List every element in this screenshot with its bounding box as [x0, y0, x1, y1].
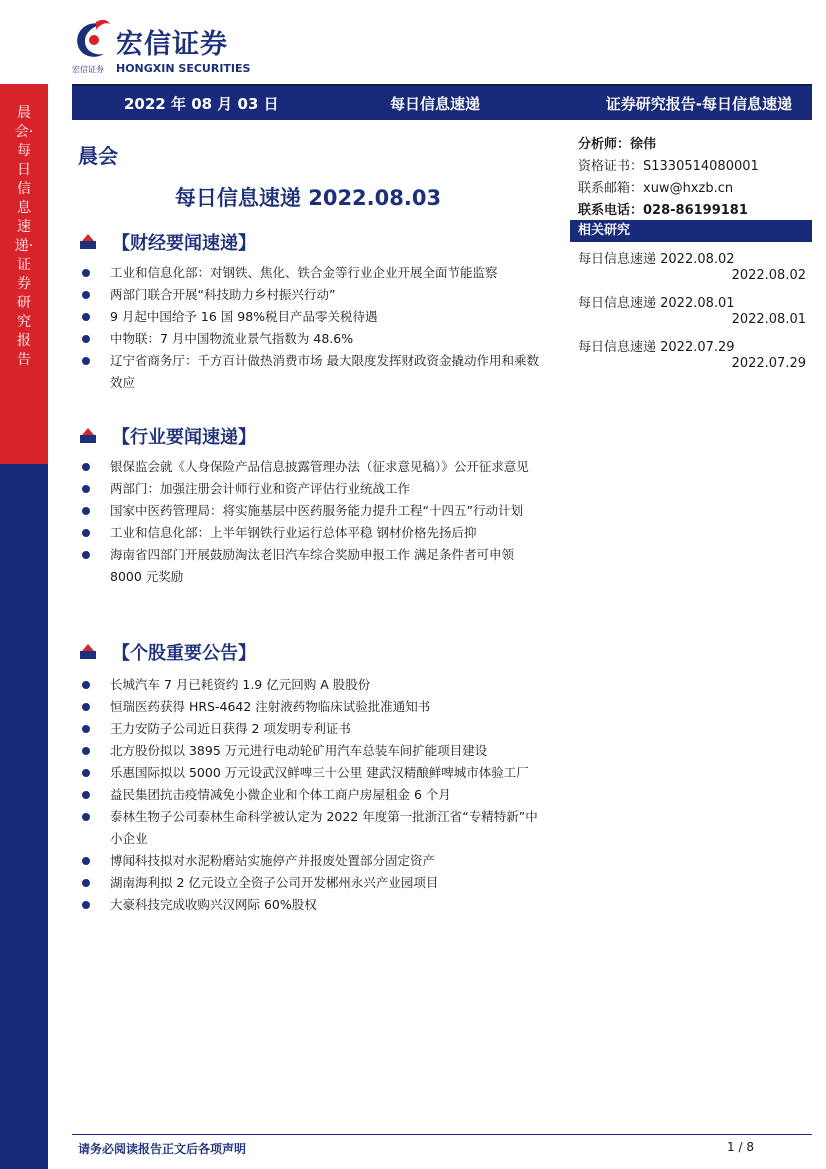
related-research-list	[578, 246, 806, 378]
list-item: 工业和信息化部：上半年钢铁行业运行总体平稳 钢材价格先扬后抑	[78, 522, 540, 544]
bullet-icon	[82, 507, 90, 515]
related-research-heading: 相关研究	[570, 220, 812, 242]
analyst-name: 分析师：徐伟	[578, 137, 657, 152]
bullet-icon	[82, 901, 90, 909]
industry-news-list	[78, 456, 540, 588]
company-heading: 晨会	[78, 144, 118, 168]
report-date: 2022 年 08 月 03 日	[124, 94, 279, 113]
bullet-icon	[82, 551, 90, 559]
report-title: 每日信息速递 2022.08.03	[174, 186, 442, 210]
section-label: 【个股重要公告】	[112, 643, 256, 664]
related-research-item[interactable]	[578, 334, 806, 378]
related-title: 每日信息速递 2022.08.02	[578, 252, 735, 267]
related-date: 2022.08.01	[731, 312, 806, 327]
bullet-icon	[82, 769, 90, 777]
finance-news-list	[78, 262, 540, 394]
logo-mark-icon	[72, 18, 112, 62]
bullet-icon	[82, 791, 90, 799]
section-label: 【财经要闻速递】	[112, 233, 256, 254]
related-research-item[interactable]	[578, 246, 806, 290]
list-item: 益民集团抗击疫情减免小微企业和个体工商户房屋租金 6 个月	[78, 784, 540, 806]
list-item: 泰林生物子公司泰林生命科学被认定为 2022 年度第一批浙江省“专精特新”中小企业	[78, 806, 540, 850]
logo-small-name: 宏信证券	[72, 65, 104, 74]
page-number: 1 / 8	[727, 1140, 754, 1154]
bullet-icon	[82, 529, 90, 537]
list-item: 中物联：7 月中国物流业景气指数为 48.6%	[78, 328, 540, 350]
bullet-icon	[82, 747, 90, 755]
list-item: 博闻科技拟对水泥粉磨站实施停产并报废处置部分固定资产	[78, 850, 540, 872]
analyst-phone: 联系电话：028-86199181	[578, 203, 748, 218]
list-item: 湖南海利拟 2 亿元设立全资子公司开发郴州永兴产业园项目	[78, 872, 540, 894]
related-title: 每日信息速递 2022.08.01	[578, 296, 735, 311]
bullet-icon	[82, 813, 90, 821]
sidebar-vertical-text: 晨会·每日信息速递·证券研究报告	[14, 105, 34, 368]
company-logo	[72, 18, 272, 76]
section-heading-stock	[78, 638, 256, 666]
list-item: 乐惠国际拟以 5000 万元设武汉鲜啤三十公里 建武汉精酿鲜啤城市体验工厂	[78, 762, 540, 784]
bullet-icon	[82, 269, 90, 277]
analyst-certificate: 资格证书：S1330514080001	[578, 159, 759, 174]
related-title: 每日信息速递 2022.07.29	[578, 340, 735, 355]
logo-chinese-name: 宏信证券	[116, 29, 228, 60]
related-research-item[interactable]	[578, 290, 806, 334]
bullet-icon	[82, 463, 90, 471]
bullet-icon	[82, 313, 90, 321]
section-heading-industry	[78, 422, 256, 450]
list-item: 恒瑞医药获得 HRS-4642 注射液药物临床试验批准通知书	[78, 696, 540, 718]
section-label: 【行业要闻速递】	[112, 427, 256, 448]
section-heading-finance	[78, 228, 256, 256]
list-item: 辽宁省商务厅：千方百计做热消费市场 最大限度发挥财政资金撬动作用和乘数效应	[78, 350, 540, 394]
bullet-icon	[82, 485, 90, 493]
bullet-icon	[82, 857, 90, 865]
analyst-info	[578, 134, 810, 222]
bullet-icon	[82, 879, 90, 887]
bullet-icon	[82, 357, 90, 365]
list-item: 国家中医药管理局：将实施基层中医药服务能力提升工程“十四五”行动计划	[78, 500, 540, 522]
list-item: 两部门联合开展“科技助力乡村振兴行动”	[78, 284, 540, 306]
header-report-type: 每日信息速递	[390, 94, 481, 113]
list-item: 工业和信息化部：对钢铁、焦化、铁合金等行业企业开展全面节能监察	[78, 262, 540, 284]
analyst-email[interactable]: 联系邮箱：xuw@hxzb.cn	[578, 181, 734, 196]
footer-disclaimer: 请务必阅读报告正文后各项声明	[78, 1142, 247, 1156]
section-marker-icon	[78, 426, 98, 446]
sidebar-blue-band	[0, 464, 48, 1169]
bullet-icon	[82, 335, 90, 343]
list-item: 长城汽车 7 月已耗资约 1.9 亿元回购 A 股股份	[78, 674, 540, 696]
bullet-icon	[82, 291, 90, 299]
section-marker-icon	[78, 232, 98, 252]
list-item: 两部门：加强注册会计师行业和资产评估行业统战工作	[78, 478, 540, 500]
footer-divider	[72, 1134, 812, 1135]
section-marker-icon	[78, 642, 98, 662]
stock-announcement-list	[78, 674, 540, 916]
list-item: 王力安防子公司近日获得 2 项发明专利证书	[78, 718, 540, 740]
list-item: 银保监会就《人身保险产品信息披露管理办法（征求意见稿）》公开征求意见	[78, 456, 540, 478]
header-report-category: 证券研究报告-每日信息速递	[605, 94, 792, 113]
list-item: 大豪科技完成收购兴汉网际 60%股权	[78, 894, 540, 916]
header-bar	[72, 84, 812, 120]
logo-english-name: HONGXIN SECURITIES	[116, 62, 251, 75]
list-item: 9 月起中国给予 16 国 98%税目产品零关税待遇	[78, 306, 540, 328]
list-item: 北方股份拟以 3895 万元进行电动轮矿用汽车总装车间扩能项目建设	[78, 740, 540, 762]
list-item: 海南省四部门开展鼓励淘汰老旧汽车综合奖励申报工作 满足条件者可申领 8000 元奖励	[78, 544, 540, 588]
bullet-icon	[82, 725, 90, 733]
bullet-icon	[82, 681, 90, 689]
related-date: 2022.07.29	[731, 356, 806, 371]
related-date: 2022.08.02	[731, 268, 806, 283]
bullet-icon	[82, 703, 90, 711]
